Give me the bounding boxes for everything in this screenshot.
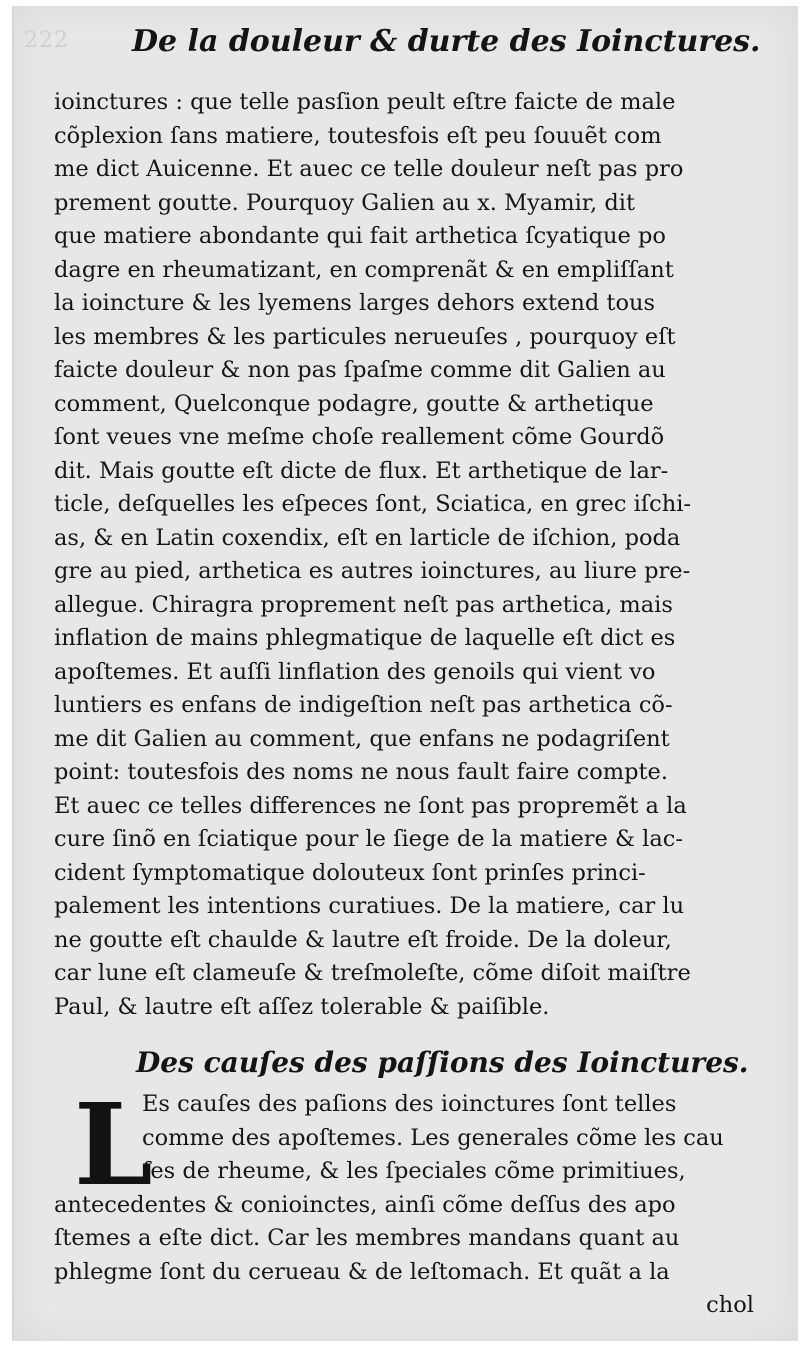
text-line: me dict Auicenne. Et auec ce telle douleur neſt pas pro xyxy=(54,156,684,182)
text-line: antecedentes & conioinctes, ainſi cõme deſſus des apo xyxy=(54,1191,676,1218)
text-line: dit. Mais goutte eſt dicte de flux. Et arthetique de lar- xyxy=(54,457,669,484)
text-line: me dit Galien au comment, que enfans ne podagriſent xyxy=(54,725,670,752)
text-line: prement goutte. Pourquoy Galien au x. Myamir, dit xyxy=(54,189,635,216)
text-line: ſes de rheume, & les ſpeciales cõme primitiues, xyxy=(142,1158,686,1184)
text-line: luntiers es enfans de indigeſtion neſt pas arthetica cõ- xyxy=(54,692,673,718)
text-line: allegue. Chiragra proprement neſt pas arthetica, mais xyxy=(54,591,673,618)
text-line: ſont veues vne meſme choſe reallement cõme Gourdõ xyxy=(54,424,665,450)
text-line: faicte douleur & non pas ſpaſme comme dit Galien au xyxy=(54,357,666,383)
text-line: ticle, deſquelles les eſpeces ſont, Sciatica, en grec iſchi- xyxy=(54,491,691,517)
text-line: phlegme ſont du cerueau & de leſtomach. Et quãt a la xyxy=(54,1258,670,1285)
text-line: cident ſymptomatique dolouteux ſont prinſes princi- xyxy=(54,859,646,886)
running-head: De la douleur & durte des Ioinctures. xyxy=(132,24,761,59)
page-number: 222 xyxy=(24,28,69,53)
section-text xyxy=(54,1080,774,1323)
drop-cap: L xyxy=(74,1080,153,1211)
text-line: que matiere abondante qui fait arthetica ſcyatique po xyxy=(54,223,666,249)
text-line: car lune eſt clameuſe & treſmoleſte, cõme diſoit maiſtre xyxy=(54,960,691,986)
text-line: inflation de mains phlegmatique de laquelle eſt dict es xyxy=(54,625,676,651)
text-line: palement les intentions curatiues. De la matiere, car lu xyxy=(54,893,685,919)
body-text xyxy=(54,86,764,1024)
text-line: comme des apoſtemes. Les generales cõme les cau xyxy=(142,1124,724,1151)
text-line: ne goutte eſt chaulde & lautre eſt froide. De la doleur, xyxy=(54,926,672,953)
text-line: dagre en rheumatizant, en comprenãt & en empliſſant xyxy=(54,256,674,283)
catchword: chol xyxy=(706,1292,754,1318)
text-line: cure ſinõ en ſciatique pour le ſiege de la matiere & lac- xyxy=(54,826,684,852)
text-line: cõplexion ſans matiere, toutesfois eſt peu ſouuẽt com xyxy=(54,122,662,149)
text-line: Paul, & lautre eſt aſſez tolerable & paiſible. xyxy=(54,993,550,1020)
text-line: Et auec ce telles differences ne ſont pas propremẽt a la xyxy=(54,792,687,819)
book-page xyxy=(12,6,798,1341)
text-line: ſtemes a eſte dict. Car les membres mandans quant au xyxy=(54,1225,680,1251)
section-heading: Des cauſes des paſſions des Ioinctures. xyxy=(136,1046,749,1079)
text-line: la ioincture & les lyemens larges dehors extend tous xyxy=(54,290,656,316)
text-line: comment, Quelconque podagre, goutte & arthetique xyxy=(54,390,654,417)
text-line: point: toutesfois des noms ne nous fault faire compte. xyxy=(54,759,669,785)
text-line: ioinctures : que telle pasſion peult eſtre faicte de male xyxy=(54,89,676,115)
text-line: apoſtemes. Et auſſi linflation des genoils qui vient vo xyxy=(54,658,656,685)
text-line: as, & en Latin coxendix, eſt en larticle de iſchion, poda xyxy=(54,524,681,551)
text-line: les membres & les particules nerueuſes , pourquoy eſt xyxy=(54,323,676,350)
text-line: Es cauſes des paſions des ioinctures ſont telles xyxy=(142,1091,677,1117)
text-line: gre au pied, arthetica es autres ioinctures, au liure pre- xyxy=(54,558,691,584)
